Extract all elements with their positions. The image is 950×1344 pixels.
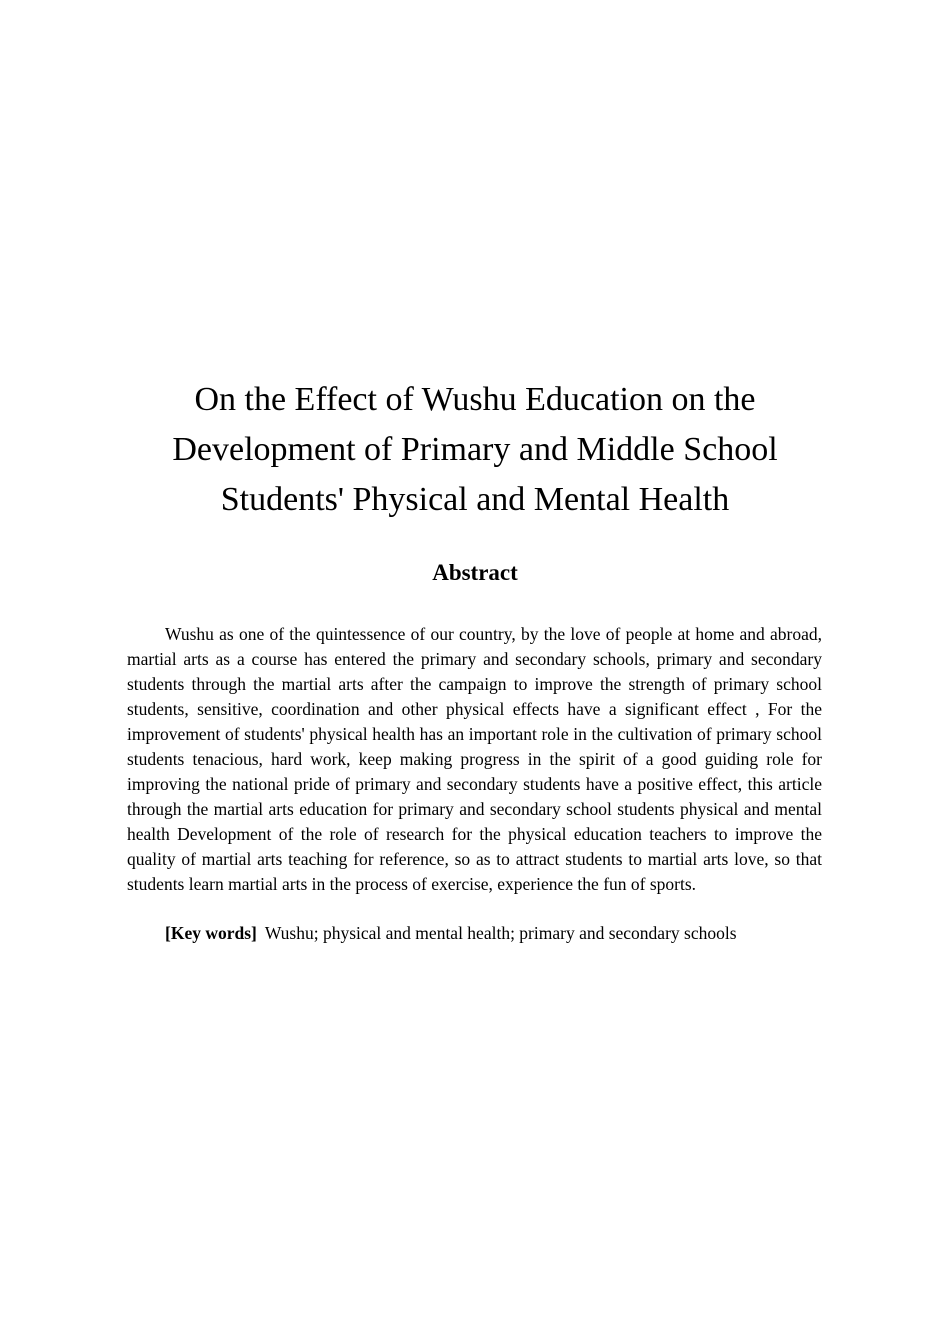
abstract-heading: Abstract — [432, 560, 518, 585]
abstract-body: Wushu as one of the quintessence of our country, by the love of people at home and abroad, martial arts as a course has entered the primary and secondary schools, primary and secondary students through the martial arts after the campaign to improve the strength of primary school students, sensitive, coordination and other physical effects have a significant effect , For the improvement of students' physical health has an important role in the cultivation of primary school students tenacious, hard work, keep making progress in the spirit of a good guiding role for improving the national pride of primary and secondary students have a positive effect, this article through the martial arts education for primary and secondary school students physical and mental health Development of the role of research for the physical education teachers to improve the quality of martial arts teaching for reference, so as to attract students to martial arts love, so that students learn martial arts in the process of exercise, experience the fun of sports. — [127, 624, 822, 894]
keywords-text: Wushu; physical and mental health; primary and secondary schools — [264, 923, 737, 943]
paper-title-line-1: On the Effect of Wushu Education on the — [194, 381, 756, 418]
keywords-line — [127, 921, 822, 946]
keywords-label: [Key words] — [165, 923, 257, 943]
paper-title-line-3: Students' Physical and Mental Health — [220, 481, 730, 518]
paper-title-line-2: Development of Primary and Middle School — [172, 431, 778, 468]
paper-title — [100, 375, 850, 525]
